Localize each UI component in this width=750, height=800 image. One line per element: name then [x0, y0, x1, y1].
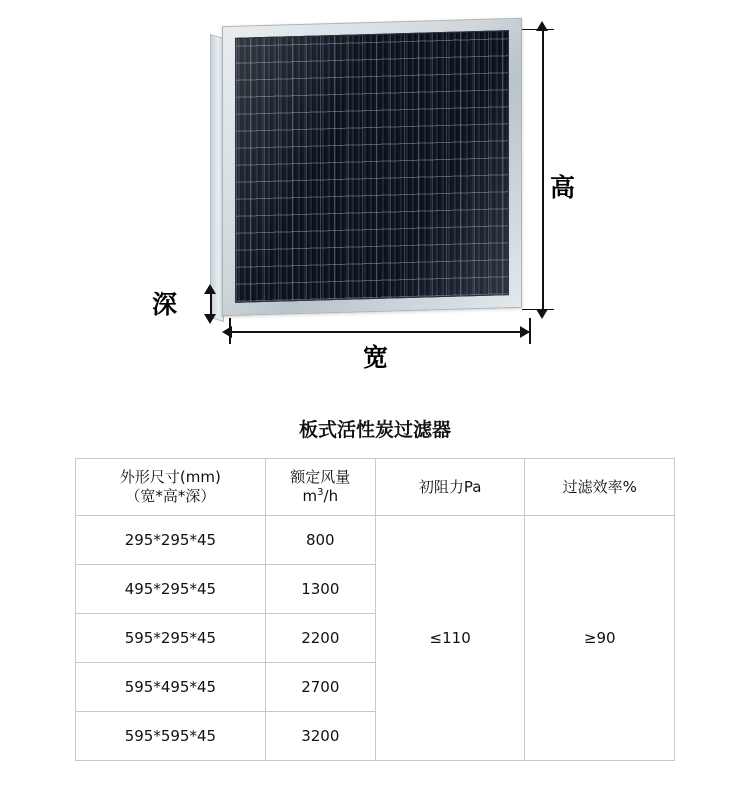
- cell-size: 595*295*45: [76, 614, 266, 663]
- cell-airflow: 800: [265, 516, 375, 565]
- table-header-row: [76, 459, 675, 516]
- depth-dimension-line: [210, 292, 212, 316]
- cell-size: 595*495*45: [76, 663, 266, 712]
- unit-exponent: 3: [317, 487, 324, 498]
- cell-size: 595*595*45: [76, 712, 266, 761]
- header-airflow-unit: [266, 487, 375, 506]
- width-label: 宽: [363, 343, 389, 372]
- product-caption: 板式活性炭过滤器: [298, 419, 451, 441]
- header-airflow: [265, 459, 375, 516]
- header-size-line1: 外形尺寸(mm): [119, 468, 221, 487]
- width-tick-right: [529, 318, 531, 344]
- height-tick-top: [522, 29, 554, 30]
- height-arrow-down-icon: [536, 309, 548, 319]
- cell-initial-resistance: ≤110: [375, 516, 525, 761]
- unit-base: m: [302, 487, 318, 505]
- cell-size: 495*295*45: [76, 565, 266, 614]
- depth-label: 深: [152, 290, 178, 319]
- product-image: [0, 0, 750, 390]
- width-tick-left: [229, 318, 231, 344]
- table-row: [76, 516, 675, 565]
- depth-arrow-down-icon: [204, 314, 216, 324]
- height-label: 高: [550, 173, 576, 202]
- header-size: [76, 459, 266, 516]
- filter-carbon-media: [235, 30, 509, 303]
- filter-frame: [222, 18, 522, 316]
- cell-filter-efficiency: ≥90: [525, 516, 675, 761]
- unit-tail: /h: [323, 487, 339, 505]
- cell-airflow: 2700: [265, 663, 375, 712]
- cell-airflow: 3200: [265, 712, 375, 761]
- cell-airflow: 2200: [265, 614, 375, 663]
- cell-airflow: 1300: [265, 565, 375, 614]
- cell-size: 295*295*45: [76, 516, 266, 565]
- height-dimension-line: [542, 30, 544, 310]
- spec-table: [75, 458, 675, 761]
- width-dimension-line: [230, 331, 530, 333]
- header-airflow-line1: 额定风量: [290, 468, 351, 487]
- depth-arrow-up-icon: [204, 284, 216, 294]
- header-filter-efficiency: 过滤效率%: [525, 459, 675, 516]
- header-initial-resistance: 初阻力Pa: [375, 459, 525, 516]
- spec-table-wrapper: [75, 458, 675, 761]
- spec-table-head: [76, 459, 675, 516]
- header-size-line2: （宽*高*深）: [125, 487, 216, 505]
- spec-table-body: [76, 516, 675, 761]
- height-tick-bottom: [522, 309, 554, 310]
